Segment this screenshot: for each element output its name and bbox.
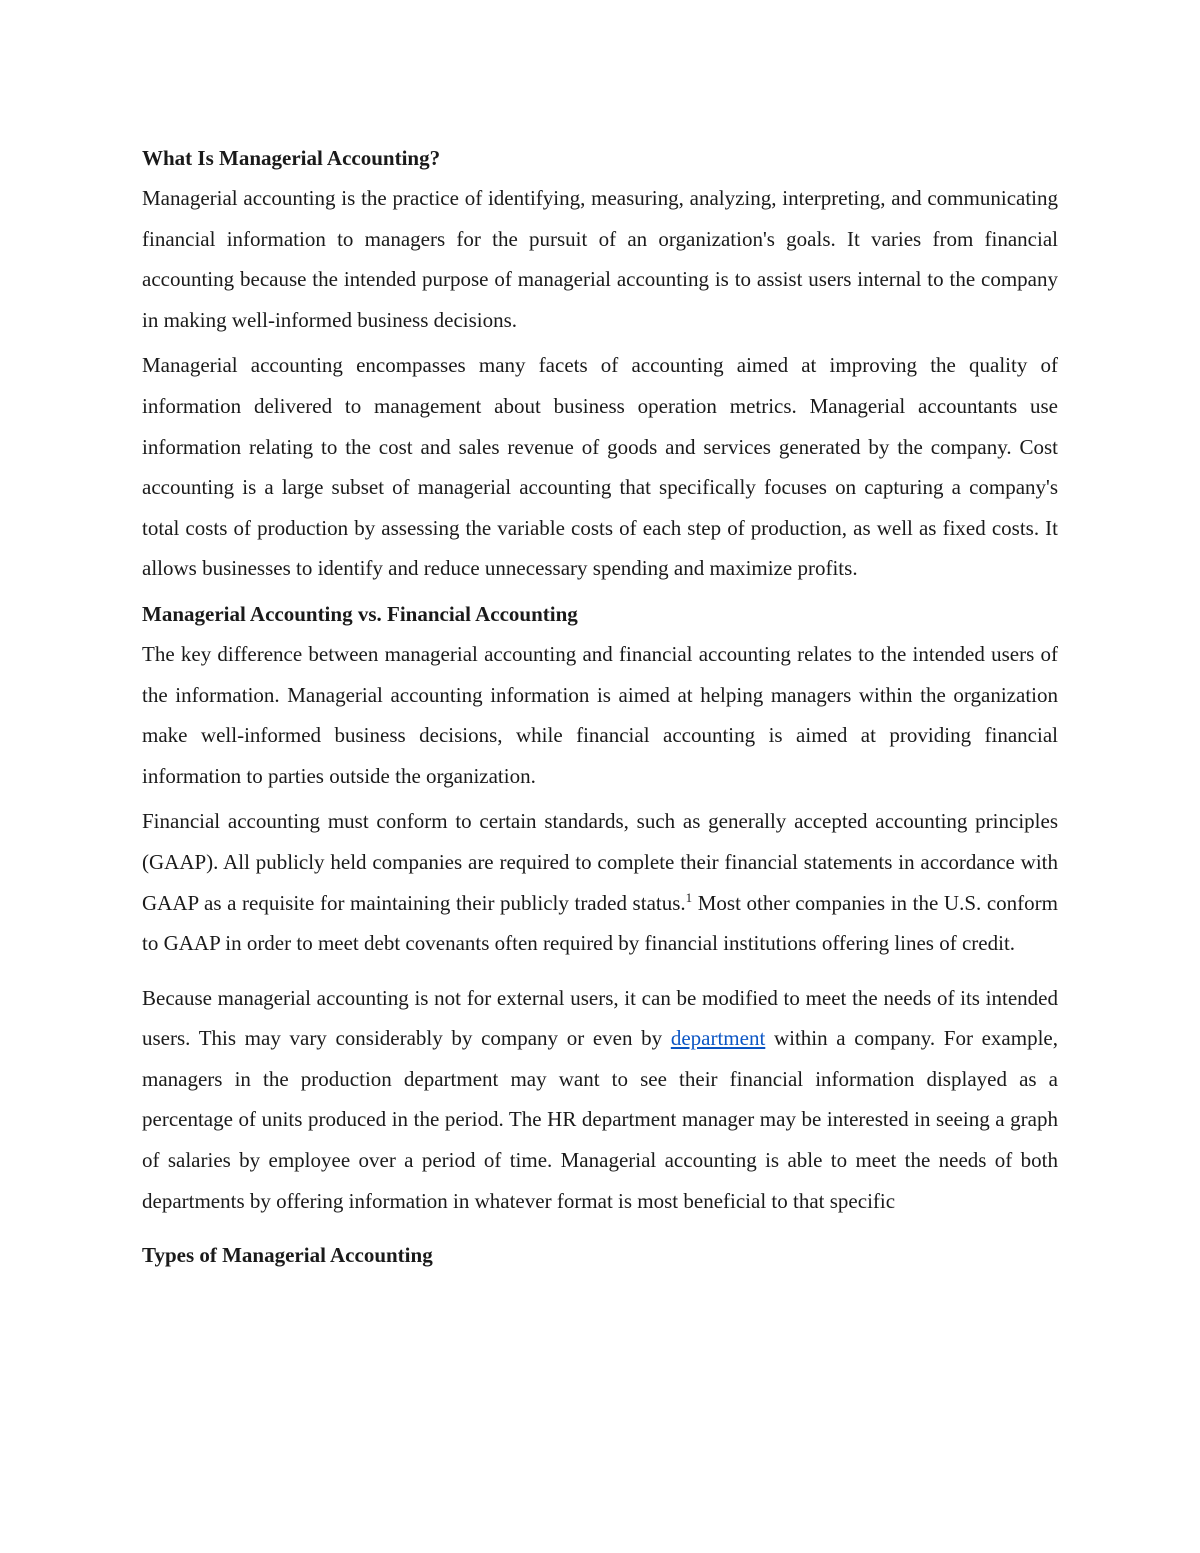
footnote-reference[interactable]: 1 <box>685 889 693 905</box>
department-link[interactable]: department <box>670 1026 766 1051</box>
paragraph-gaap <box>142 801 1058 963</box>
paragraph-facets: Managerial accounting encompasses many facets of accounting aimed at improving the quality of information delivered to management about business operation metrics. Managerial accountants use information relating to the cost and sales revenue of goods and services generated by the company. Cost accounting is a large subset of managerial accounting that specifically focuses on capturing a company's total costs of production by assessing the variable costs of each step of production, as well as fixed costs. It allows businesses to identify and reduce unnecessary spending and maximize profits. <box>142 353 1058 581</box>
paragraph-external-users-text-1: Because managerial accounting is not for external users, it can be modified to meet the needs of its intended users. This may vary considerably by company or even by <box>142 985 1058 1051</box>
paragraph-external-users <box>142 978 1058 1222</box>
heading-types-of-managerial-accounting: Types of Managerial Accounting <box>142 1243 433 1268</box>
paragraph-external-users-text-2: within a company. For example, managers in the production department may want to see their financial information displayed as a percentage of units produced in the period. The HR department manager may be interested in seeing a graph of salaries by employee over a period of time. Managerial accounting is able to meet the needs of both departments by offering information in whatever format is most beneficial to that specific <box>142 1026 1058 1213</box>
heading-what-is-managerial-accounting: What Is Managerial Accounting? <box>142 146 441 170</box>
heading-managerial-vs-financial: Managerial Accounting vs. Financial Accounting <box>142 601 578 626</box>
paragraph-gaap-text-2: Most other companies in the U.S. conform to GAAP in order to meet debt covenants often required by financial institutions offering lines of credit. <box>142 890 1058 956</box>
paragraph-definition: Managerial accounting is the practice of identifying, measuring, analyzing, interpreting, and communicating financial information to managers for the pursuit of an organization's goals. It varies from financial accounting because the intended purpose of managerial accounting is to assist users internal to the company in making well-informed business decisions. <box>142 186 1058 332</box>
paragraph-gaap-text-1: Financial accounting must conform to certain standards, such as generally accepted accounting principles (GAAP). All publicly held companies are required to complete their financial statements in accordance with GAAP as a requisite for maintaining their publicly traded status. <box>142 809 1058 915</box>
document-page <box>142 138 1058 1275</box>
paragraph-key-difference: The key difference between managerial accounting and financial accounting relates to the intended users of the information. Managerial accounting information is aimed at helping managers within the organization make well-informed business decisions, while financial accounting is aimed at providing financial information to parties outside the organization. <box>142 641 1058 788</box>
